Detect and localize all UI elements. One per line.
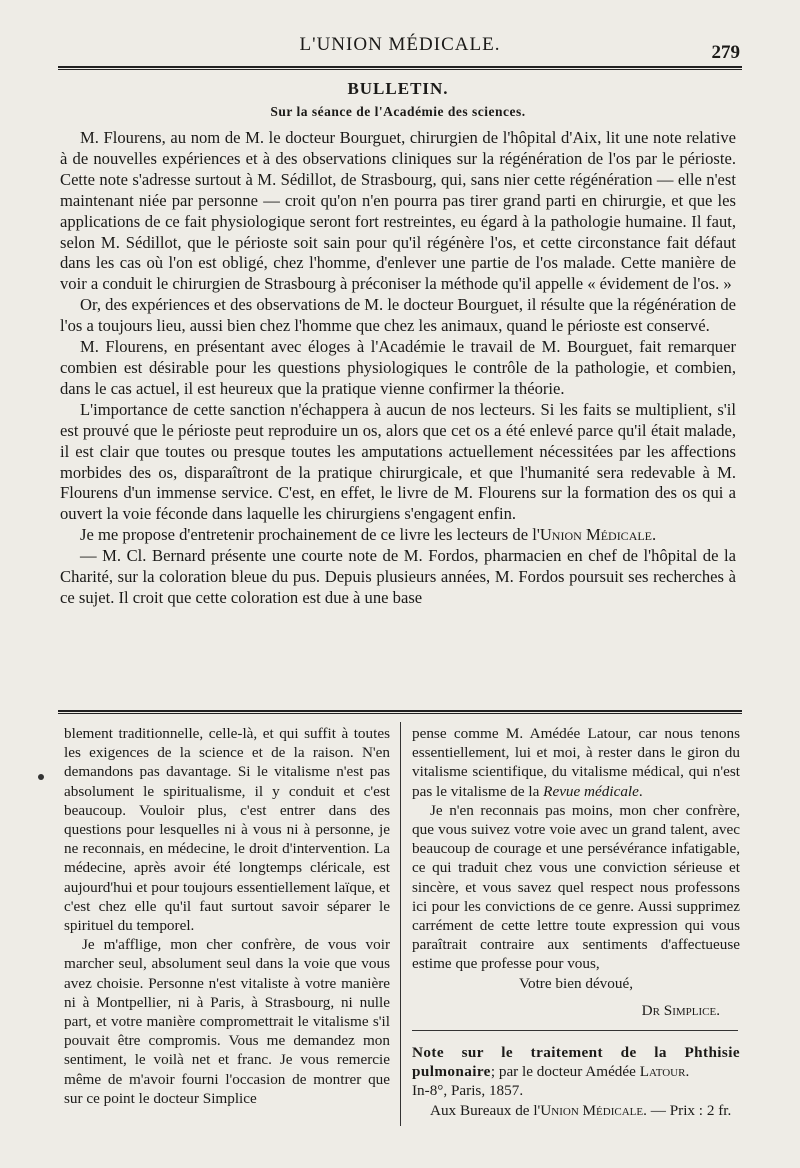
running-title: L'UNION MÉDICALE. (299, 34, 501, 55)
bulletin-paragraph: L'importance de cette sanction n'échappera à aucun de nos lecteurs. Si les faits se multiplient, s'il est prouvé que le périoste peut reproduire un os, alors que cet os a été enlevé parce qu'il était malade, il est clair que toutes ou presque toutes les amputations actuellement nécessitées par les affections morbides des os, disparaîtront de la pratique chirurgicale, et que l'humanité sera redevable à M. Flourens d'un immense service. C'est, en effet, le livre de M. Flourens sur la formation des os qui a ouvert la voie féconde dans laquelle les chirurgiens s'engagent enfin. (60, 399, 736, 524)
book-format: In-8°, Paris, 1857. (412, 1082, 524, 1100)
journal-title: Revue médicale (543, 782, 639, 800)
bulletin-paragraph: M. Flourens, au nom de M. le docteur Bourguet, chirurgien de l'hôpital d'Aix, lit une note relative à de nouvelles expériences et à des observations cliniques sur la régénération de l'os par le périoste. Cette note s'adresse surtout à M. Sédillot, de Strasbourg, qui, sans nier cette régénération — elle n'est maintenant niée par personne — croit qu'on n'en pourra pas tirer grand parti en chirurgie, et que les applications de ce fait physiologique seront fort restreintes, eu égard à la pathologie humaine. Il faut, selon M. Sédillot, que le périoste soit sain pour qu'il régénère l'os, et cette circonstance fait défaut dans les cas où l'on est obligé, chez l'homme, d'enlever une partie de l'os malade. Cette manière de voir a conduit le chirurgien de Strasbourg à préconiser la méthode qu'il appelle « évidement de l'os. » (60, 128, 736, 294)
feuilleton-left-column (64, 724, 390, 1108)
proposal-text: Je me propose d'entretenir prochainement de ce livre les lecteurs de l' (80, 525, 540, 545)
journal-name: Union Médicale (539, 525, 653, 545)
publisher-prefix: Aux Bureaux de l' (430, 1101, 541, 1119)
feuilleton-right-column (412, 724, 740, 1120)
letter-paragraph: Je n'en reconnais pas moins, mon cher confrère, que vous suivez votre voie avec un grand talent, avec beaucoup de courage et une persévérance infatigable, ce qui traduit chez vous une conviction sérieuse et sincère, et vous savez quel respect nous professons ici pour les convictions de ce genre. Aussi supprimez carrément de cette lettre toute expression qui vous paraîtrait contraire aux sentiments d'affectueuse estime que professe pour vous, (412, 801, 740, 973)
book-end: . (685, 1063, 690, 1081)
sign-off: Votre bien dévoué, (518, 974, 634, 992)
letter-paragraph: Je m'afflige, mon cher confrère, de vous voir marcher seul, absolument seul dans la voie que vous avez choisie. Personne n'est vitaliste à votre manière ni à Montpellier, ni à Paris, à Strasbourg, ni nulle part, et votre manière compromettrait le vitalisme s'il pouvait être compromis. Vous me demandez mon sentiment, le voilà net et franc. Je vous remercie même de m'avoir fourni l'occasion de montrer que sur ce point le docteur Simplice (64, 936, 390, 1107)
page-header (60, 28, 740, 62)
publisher-journal: Union Médicale (540, 1101, 644, 1119)
bulletin-paragraph: Or, des expériences et des observations de M. le docteur Bourguet, il résulte que la régénération de l'os a toujours lieu, aussi bien chez l'homme que chez les animaux, quand le périoste est conservé. (60, 295, 736, 336)
header-rule (58, 66, 742, 70)
bulletin-paragraph-proposal (60, 525, 736, 546)
letter-text: pense comme M. Amédée Latour, car nous tenons essentiellement, lui et moi, à rester dans le giron du vitalisme scientifique, du vitalisme médical, qui n'est pas le vitalisme de la (412, 725, 740, 800)
letter-paragraph: blement traditionnelle, celle-là, et qui suffit à toutes les exigences de la science et de la raison. N'en demandons pas davantage. Si le vitalisme n'est pas absolument le spiritualisme, il y conduit et c'est beaucoup. Vouloir plus, c'est entrer dans des questions pour lesquelles ni à vous ni à personne, je ne reconnais, en médecine, le droit d'intervention. La médecine, après avoir été longtemps cléricale, est aujourd'hui et pour toujours essentiellement laïque, et c'est chez elle qu'il faut surtout savoir séparer le spirituel du temporel. (64, 725, 390, 935)
book-publisher (412, 1101, 740, 1120)
notice-rule (412, 1030, 738, 1031)
bulletin-paragraph: M. Flourens, en présentant avec éloges à l'Académie le travail de M. Bourguet, fait remarquer combien est désirable pour les questions physiologiques le contrôle de la pathologie, et combien, dans le cas actuel, il est heureux que la pratique vienne confirmer la théorie. (60, 337, 736, 398)
bulletin-subtitle: Sur la séance de l'Académie des sciences. (270, 104, 526, 119)
book-by: ; par le docteur Amédée (490, 1063, 640, 1081)
bulletin-title: BULLETIN. (347, 79, 449, 98)
bulletin-section (60, 74, 736, 609)
book-notice (412, 1043, 740, 1081)
bulletin-paragraph-bernard: — M. Cl. Bernard présente une courte note de M. Fordos, pharmacien en chef de l'hôpital de la Charité, sur la coloration bleue du pus. Depuis plusieurs années, M. Fordos poursuit ses recherches à ce sujet. Il croit que cette coloration est due à une base (60, 546, 736, 607)
book-author: Latour (639, 1063, 686, 1081)
letter-text-end: . (638, 782, 643, 800)
book-price: . — Prix : 2 fr. (643, 1101, 732, 1119)
signature: Dr Simplice. (641, 1001, 720, 1019)
page-number: 279 (711, 42, 740, 63)
book-title: Note sur le traitement de la Phthisie pulmonaire (412, 1044, 740, 1081)
letter-paragraph (412, 724, 740, 801)
feuilleton-rule (58, 710, 742, 714)
proposal-end: . (652, 525, 657, 545)
margin-dot (38, 774, 44, 780)
column-divider (400, 722, 401, 1126)
